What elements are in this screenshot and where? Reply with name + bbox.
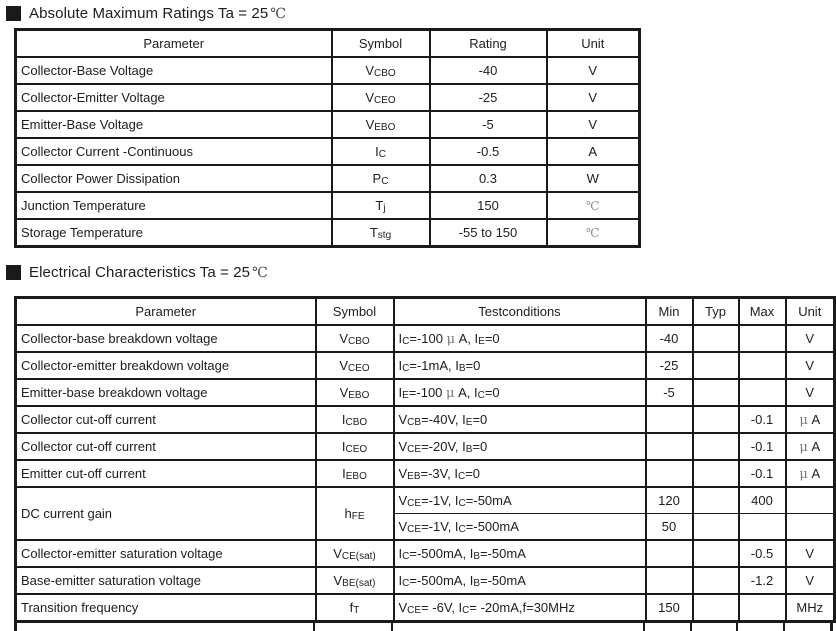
typ-cell	[693, 540, 739, 567]
testconditions-cell: IE=-100 μ A, IC=0	[394, 379, 646, 406]
unit-cell: V	[547, 57, 640, 84]
subscript-text: C	[458, 524, 466, 535]
unit-cell: MHz	[786, 594, 835, 622]
typ-cell	[693, 379, 739, 406]
max-cell: -0.1	[739, 460, 786, 487]
subscript-text: BE(sat)	[342, 578, 376, 589]
symbol-cell: VCEO	[332, 84, 430, 111]
min-cell: 120	[646, 487, 693, 514]
column-header: Symbol	[332, 30, 430, 58]
subscript-text: stg	[377, 230, 392, 241]
max-cell	[739, 352, 786, 379]
subscript-text: CE	[407, 444, 422, 455]
rating-cell: 150	[430, 192, 547, 219]
subscript-text: E	[478, 335, 485, 347]
testconditions-cell: VEB=-3V, IC=0	[394, 460, 646, 487]
testconditions-cell: IC=-500mA, IB=-50mA	[394, 567, 646, 594]
parameter-cell: Collector cut-off current	[16, 406, 316, 433]
parameter-cell: DC current gain	[16, 487, 316, 540]
subscript-text: E	[402, 389, 409, 401]
section-title-text: Electrical Characteristics Ta = 25	[29, 264, 251, 281]
typ-cell	[693, 487, 739, 514]
symbol-cell: VCBO	[316, 325, 394, 352]
unit-cell: μ A	[786, 460, 835, 487]
column-header: Unit	[786, 298, 835, 326]
electrical-characteristics-title	[6, 264, 268, 281]
parameter-cell: Emitter-Base Voltage	[16, 111, 332, 138]
subscript-text: C	[381, 176, 389, 187]
parameter-cell: Collector-emitter saturation voltage	[16, 540, 316, 567]
max-cell: -0.1	[739, 433, 786, 460]
symbol-cell: VBE(sat)	[316, 567, 394, 594]
unit-cell	[786, 487, 835, 514]
testconditions-cell: IC=-100 μ A, IE=0	[394, 325, 646, 352]
min-cell	[646, 567, 693, 594]
column-header: Typ	[693, 298, 739, 326]
testconditions-cell: VCE=-1V, IC=-50mA	[394, 487, 646, 514]
table-header-row	[16, 298, 835, 326]
rating-cell: -40	[430, 57, 547, 84]
rating-cell: -5	[430, 111, 547, 138]
subscript-text: C	[378, 149, 386, 160]
parameter-cell: Junction Temperature	[16, 192, 332, 219]
table-row	[16, 379, 835, 406]
subscript-text: CE	[407, 605, 422, 616]
symbol-cell: PC	[332, 165, 430, 192]
table-body	[16, 57, 640, 247]
subscript-text: C	[458, 498, 466, 509]
cutoff-border-line	[14, 621, 17, 631]
min-cell	[646, 406, 693, 433]
table-row	[16, 111, 640, 138]
cutoff-border-line	[313, 621, 315, 631]
max-cell: -0.1	[739, 406, 786, 433]
table-row	[16, 219, 640, 247]
subscript-text: CBO	[374, 68, 396, 79]
table-row	[16, 192, 640, 219]
symbol-cell: hFE	[316, 487, 394, 540]
symbol-cell: Tstg	[332, 219, 430, 247]
unit-cell: A	[547, 138, 640, 165]
subscript-text: EB	[407, 471, 421, 482]
subscript-text: CE(sat)	[341, 551, 376, 562]
max-cell	[739, 325, 786, 352]
table-row	[16, 57, 640, 84]
cutoff-border-line	[830, 621, 833, 631]
table-row	[16, 567, 835, 594]
typ-cell	[693, 406, 739, 433]
mu-glyph: μ	[799, 412, 808, 428]
parameter-cell: Collector cut-off current	[16, 433, 316, 460]
unit-cell: V	[786, 352, 835, 379]
abs-max-ratings-table	[14, 28, 641, 248]
testconditions-cell: VCE=-20V, IB=0	[394, 433, 646, 460]
subscript-text: B	[465, 444, 473, 455]
degree-celsius-symbol: ℃	[270, 5, 287, 22]
table-header-row	[16, 30, 640, 58]
table-row	[16, 84, 640, 111]
degree-celsius-glyph: ℃	[586, 226, 600, 240]
parameter-cell: Base-emitter saturation voltage	[16, 567, 316, 594]
parameter-cell: Collector-base breakdown voltage	[16, 325, 316, 352]
section-title-text: Absolute Maximum Ratings Ta = 25	[29, 5, 269, 22]
max-cell	[739, 594, 786, 622]
max-cell	[739, 379, 786, 406]
testconditions-cell: VCB=-40V, IE=0	[394, 406, 646, 433]
column-header: Rating	[430, 30, 547, 58]
symbol-cell: Tj	[332, 192, 430, 219]
column-header: Min	[646, 298, 693, 326]
min-cell	[646, 433, 693, 460]
column-header: Unit	[547, 30, 640, 58]
parameter-cell: Collector-emitter breakdown voltage	[16, 352, 316, 379]
subscript-text: j	[383, 203, 386, 214]
header-row	[16, 30, 640, 58]
section-marker-icon	[6, 265, 21, 280]
testconditions-cell: IC=-1mA, IB=0	[394, 352, 646, 379]
subscript-text: CEO	[348, 363, 370, 374]
column-header: Max	[739, 298, 786, 326]
cutoff-border-line	[643, 621, 645, 631]
testconditions-cell: IC=-500mA, IB=-50mA	[394, 540, 646, 567]
subscript-text: C	[402, 363, 410, 374]
testconditions-cell: VCE=-1V, IC=-500mA	[394, 514, 646, 541]
min-cell: 150	[646, 594, 693, 622]
subscript-text: CE	[407, 524, 422, 535]
unit-cell: V	[547, 84, 640, 111]
degree-celsius-glyph: ℃	[586, 199, 600, 213]
column-header: Symbol	[316, 298, 394, 326]
unit-cell	[786, 514, 835, 541]
unit-cell: V	[547, 111, 640, 138]
subscript-text: C	[477, 389, 485, 401]
subscript-text: T	[353, 605, 360, 616]
max-cell: 400	[739, 487, 786, 514]
subscript-text: CE	[407, 498, 422, 509]
subscript-text: E	[465, 417, 473, 428]
parameter-cell: Collector-Base Voltage	[16, 57, 332, 84]
header-row	[16, 298, 835, 326]
table-row	[16, 406, 835, 433]
min-cell: -40	[646, 325, 693, 352]
subscript-text: C	[462, 605, 470, 616]
table-row	[16, 138, 640, 165]
typ-cell	[693, 567, 739, 594]
table-row	[16, 460, 835, 487]
rating-cell: -55 to 150	[430, 219, 547, 247]
unit-cell	[547, 219, 640, 247]
parameter-cell: Emitter-base breakdown voltage	[16, 379, 316, 406]
subscript-text: FE	[351, 511, 365, 522]
parameter-cell: Transition frequency	[16, 594, 316, 622]
max-cell: -1.2	[739, 567, 786, 594]
table-row	[16, 540, 835, 567]
column-header: Parameter	[16, 298, 316, 326]
symbol-cell: IC	[332, 138, 430, 165]
symbol-cell: VEBO	[316, 379, 394, 406]
parameter-cell: Collector-Emitter Voltage	[16, 84, 332, 111]
mu-glyph: μ	[446, 331, 456, 347]
table-row	[16, 352, 835, 379]
unit-cell: μ A	[786, 406, 835, 433]
subscript-text: CBO	[348, 336, 370, 347]
typ-cell	[693, 433, 739, 460]
min-cell: -25	[646, 352, 693, 379]
max-cell: -0.5	[739, 540, 786, 567]
unit-cell: μ A	[786, 433, 835, 460]
parameter-cell: Collector Power Dissipation	[16, 165, 332, 192]
typ-cell	[693, 352, 739, 379]
column-header: Testconditions	[394, 298, 646, 326]
unit-cell: V	[786, 567, 835, 594]
subscript-text: B	[458, 363, 466, 374]
table-body	[16, 325, 835, 622]
abs-max-ratings-title	[6, 5, 286, 22]
max-cell	[739, 514, 786, 541]
parameter-cell: Emitter cut-off current	[16, 460, 316, 487]
table-row	[16, 165, 640, 192]
symbol-cell: fT	[316, 594, 394, 622]
table-row	[16, 594, 835, 622]
electrical-characteristics-table	[14, 296, 836, 623]
table-row	[16, 433, 835, 460]
typ-cell	[693, 325, 739, 352]
unit-cell: V	[786, 325, 835, 352]
symbol-cell: ICEO	[316, 433, 394, 460]
min-cell: -5	[646, 379, 693, 406]
mu-glyph: μ	[446, 385, 455, 401]
cutoff-border-line	[736, 621, 738, 631]
subscript-text: EBO	[348, 390, 370, 401]
parameter-cell: Storage Temperature	[16, 219, 332, 247]
symbol-cell: VCBO	[332, 57, 430, 84]
typ-cell	[693, 594, 739, 622]
subscript-text: B	[473, 578, 480, 589]
min-cell	[646, 540, 693, 567]
symbol-cell: VEBO	[332, 111, 430, 138]
subscript-text: CEO	[345, 444, 368, 455]
table-cutoff-stub	[14, 621, 833, 631]
rating-cell: -25	[430, 84, 547, 111]
subscript-text: CEO	[374, 95, 396, 106]
symbol-cell: VCEO	[316, 352, 394, 379]
symbol-cell: ICBO	[316, 406, 394, 433]
typ-cell	[693, 514, 739, 541]
subscript-text: CBO	[345, 417, 368, 428]
symbol-cell: VCE(sat)	[316, 540, 394, 567]
subscript-text: CB	[407, 417, 422, 428]
subscript-text: EBO	[374, 122, 396, 133]
unit-cell: V	[786, 540, 835, 567]
unit-cell: V	[786, 379, 835, 406]
subscript-text: C	[402, 335, 410, 347]
cutoff-border-line	[783, 621, 785, 631]
table-row	[16, 325, 835, 352]
unit-cell	[547, 192, 640, 219]
subscript-text: C	[402, 578, 410, 589]
parameter-cell: Collector Current -Continuous	[16, 138, 332, 165]
mu-glyph: μ	[799, 439, 808, 455]
subscript-text: C	[402, 551, 410, 562]
subscript-text: B	[473, 551, 480, 562]
mu-glyph: μ	[799, 466, 808, 482]
degree-celsius-symbol: ℃	[252, 264, 268, 281]
rating-cell: -0.5	[430, 138, 547, 165]
rating-cell: 0.3	[430, 165, 547, 192]
min-cell	[646, 460, 693, 487]
testconditions-cell: VCE= -6V, IC= -20mA,f=30MHz	[394, 594, 646, 622]
column-header: Parameter	[16, 30, 332, 58]
cutoff-border-line	[690, 621, 692, 631]
section-marker-icon	[6, 6, 21, 21]
subscript-text: EBO	[345, 471, 367, 482]
table-row	[16, 487, 835, 514]
min-cell: 50	[646, 514, 693, 541]
unit-cell: W	[547, 165, 640, 192]
symbol-cell: IEBO	[316, 460, 394, 487]
subscript-text: C	[457, 471, 466, 482]
cutoff-border-line	[391, 621, 393, 631]
typ-cell	[693, 460, 739, 487]
